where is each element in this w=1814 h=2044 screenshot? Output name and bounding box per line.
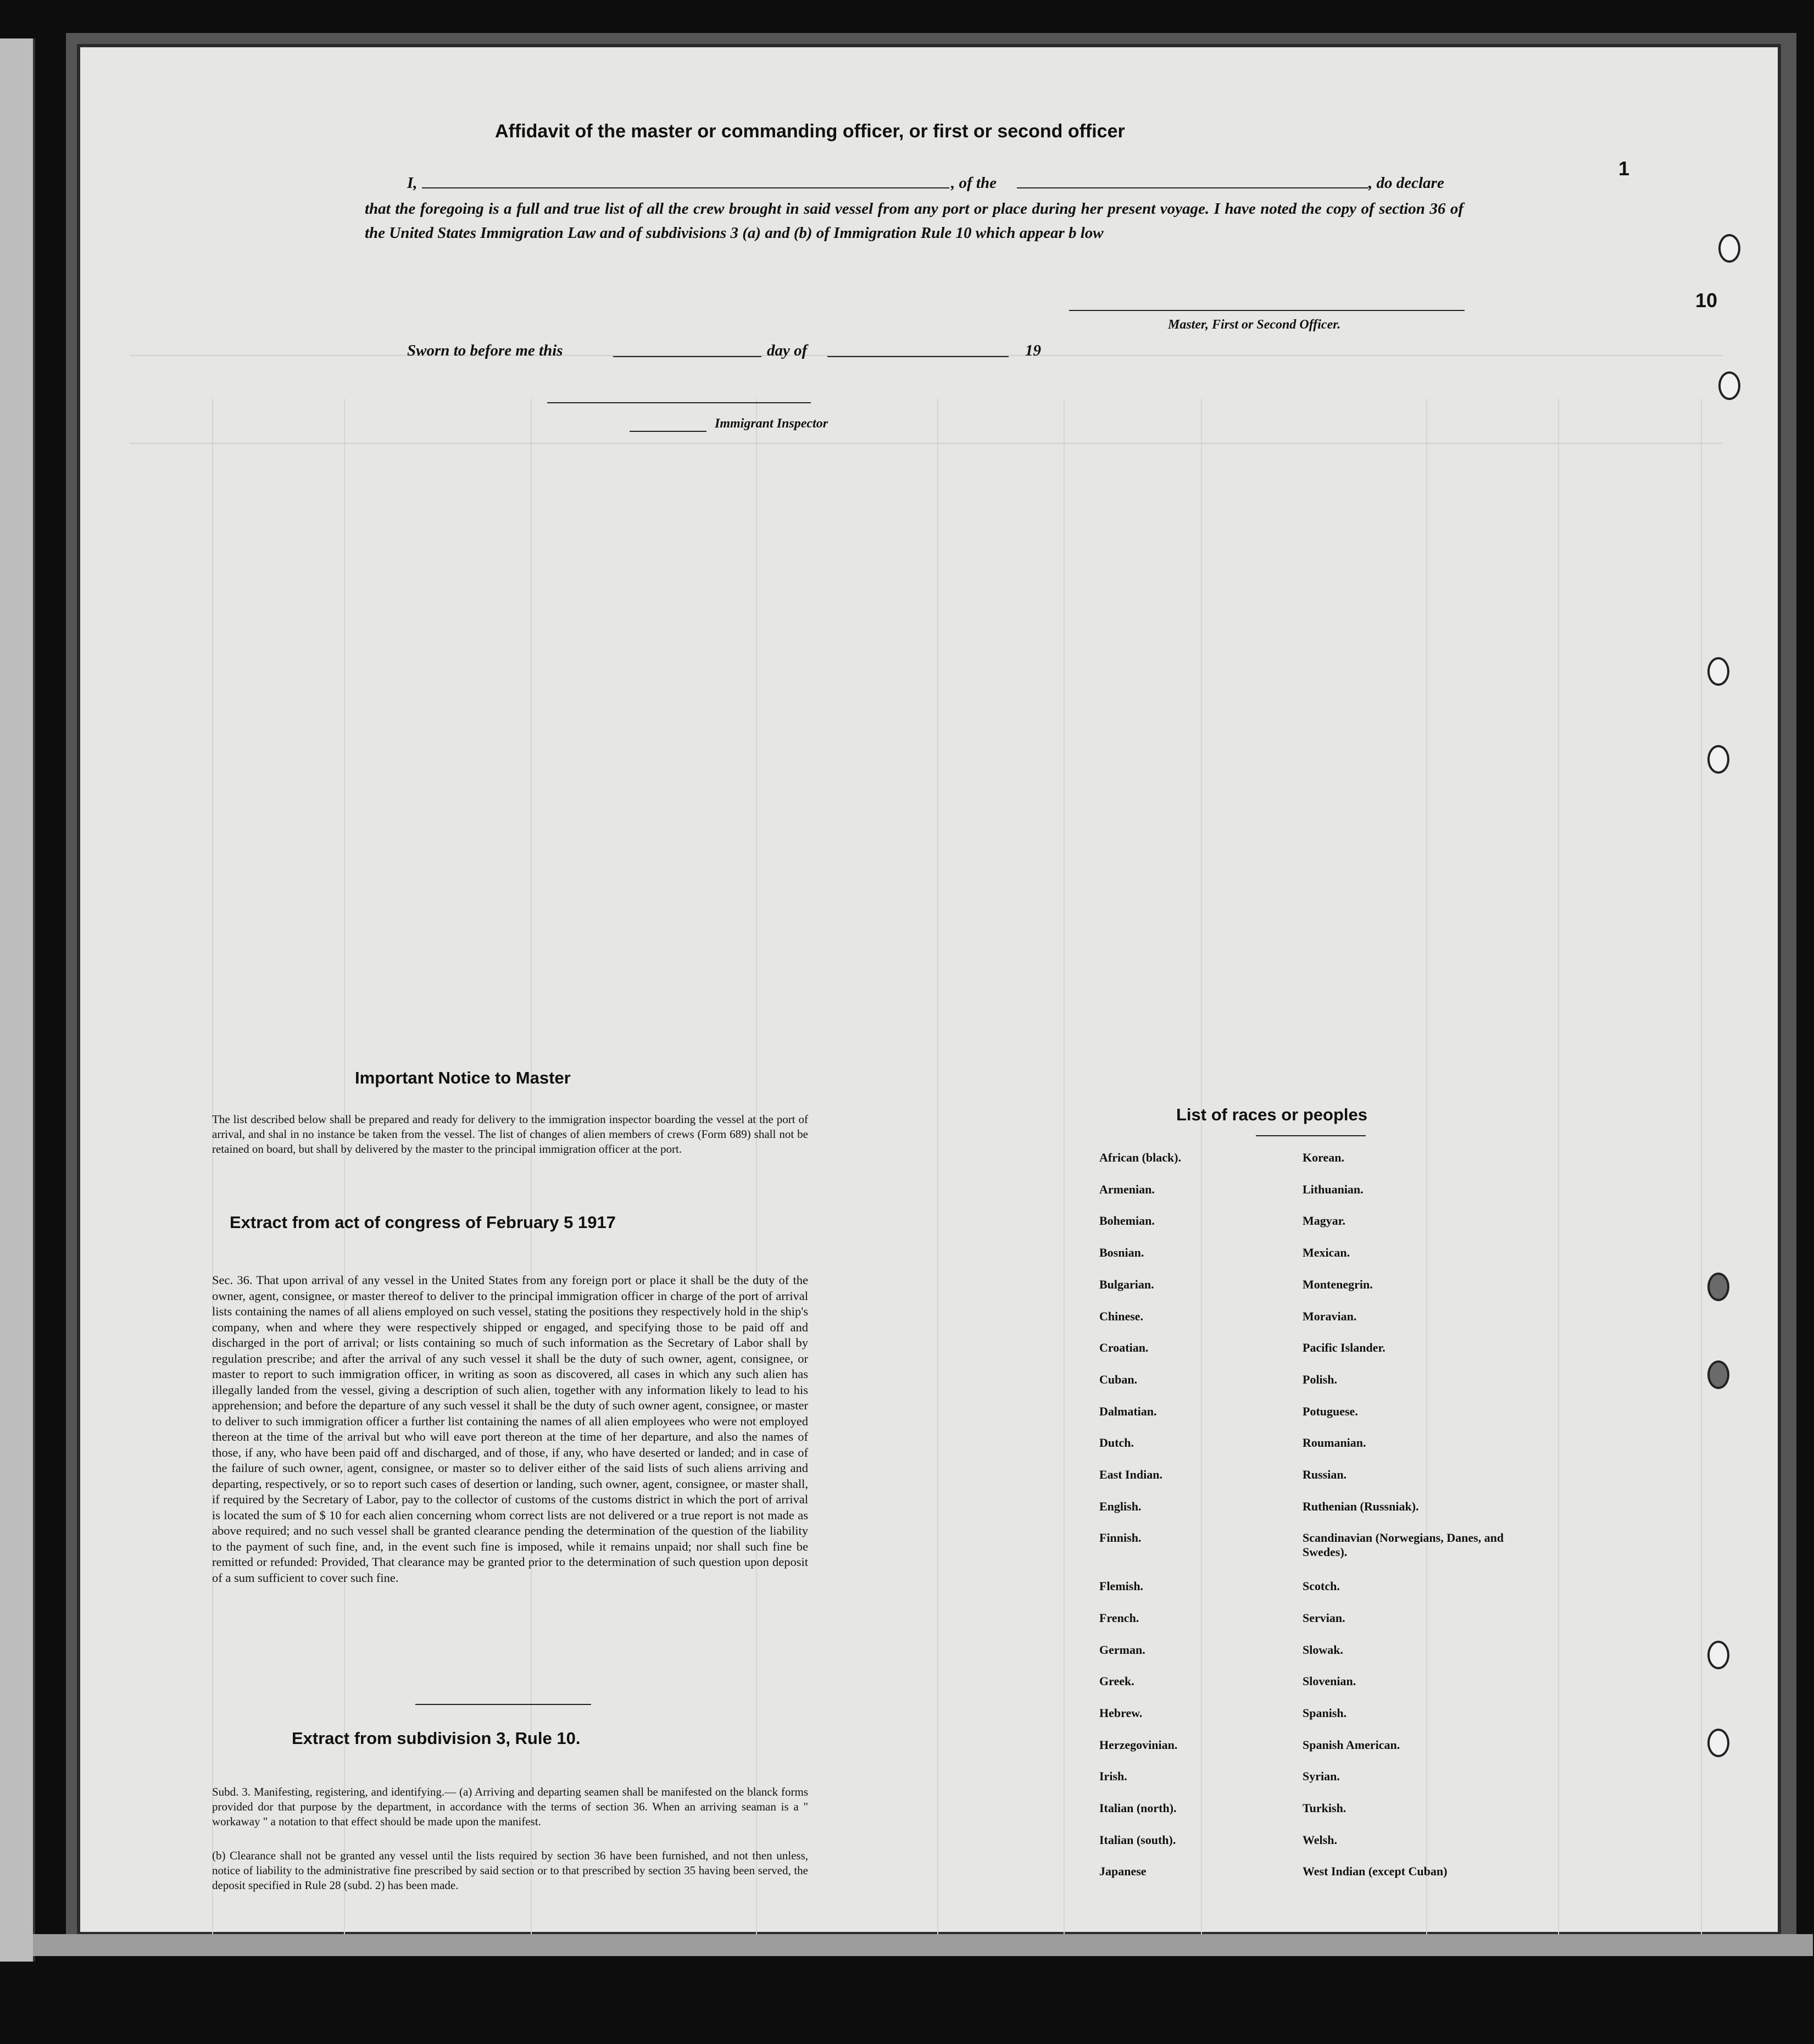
bleed-through-rule	[937, 399, 938, 1937]
race-item: Greek.	[1099, 1674, 1134, 1688]
race-item: Montenegrin.	[1303, 1277, 1373, 1291]
notice-title: Important Notice to Master	[355, 1068, 571, 1087]
race-item: Irish.	[1099, 1769, 1127, 1784]
race-item: Polish.	[1303, 1372, 1337, 1386]
affidavit-i-label: I,	[407, 174, 418, 192]
binder-hole	[1707, 1273, 1729, 1301]
affidavit-title: Affidavit of the master or commanding officer, or first or second officer	[495, 121, 1125, 142]
affidavit-text: that the foregoing is a full and true list of all the crew brought in said vessel from any port or place during her present voyage. I have noted the copy of section 36 of the United States Immigration Law and of subdivisions 3 (a) and (b) of Immigration Rule 10 which appear b low	[365, 200, 1464, 242]
race-item: Croatian.	[1099, 1341, 1149, 1355]
binder-hole	[1707, 1729, 1729, 1757]
race-item: African (black).	[1099, 1151, 1182, 1164]
affidavit-declare-label: , do declare	[1368, 174, 1444, 192]
race-item: Russian.	[1303, 1468, 1347, 1481]
race-item: Ruthenian (Russniak).	[1303, 1499, 1419, 1513]
inspector-rule	[630, 431, 706, 432]
race-item: Flemish.	[1099, 1579, 1144, 1593]
vessel-name-blank[interactable]	[1017, 187, 1368, 188]
race-item: Servian.	[1303, 1610, 1345, 1625]
race-item: Pacific Islander.	[1303, 1341, 1385, 1355]
race-item: Finnish.	[1099, 1531, 1142, 1545]
race-item: Spanish American.	[1303, 1737, 1400, 1752]
race-item: Welsh.	[1303, 1832, 1337, 1847]
race-item: Bulgarian.	[1099, 1277, 1154, 1291]
race-item: Korean.	[1303, 1151, 1344, 1164]
race-item: Potuguese.	[1303, 1404, 1358, 1418]
binder-hole	[1707, 745, 1729, 774]
sworn-day-blank[interactable]	[613, 356, 761, 357]
race-item: Chinese.	[1099, 1309, 1144, 1323]
race-item: Slovenian.	[1303, 1674, 1356, 1688]
bleed-through-rule	[1426, 399, 1427, 1937]
races-title-underline	[1256, 1135, 1366, 1136]
race-item: Lithuanian.	[1303, 1182, 1364, 1196]
bleed-through-rule	[130, 443, 1723, 444]
race-item: Scotch.	[1303, 1579, 1340, 1593]
race-item: Bosnian.	[1099, 1246, 1144, 1260]
manifest-page	[77, 44, 1781, 1935]
extract-rule-text-a: Subd. 3. Manifesting, registering, and identifying.— (a) Arriving and departing seamen shall be manifested on the blanck forms provided dor that purpose by the department, in accordance with the terms of section 36. When an arriving seaman is a " workaway " a notation to that effect should be made upon the manifest.	[212, 1785, 808, 1828]
race-item: Italian (north).	[1099, 1801, 1177, 1815]
race-item: French.	[1099, 1610, 1139, 1625]
bleed-through-rule	[1701, 399, 1702, 1937]
bleed-through-rule	[344, 399, 345, 1937]
binder-hole	[1718, 234, 1740, 263]
affidavit-of-the-label: , of the	[951, 174, 997, 192]
race-item: Dalmatian.	[1099, 1404, 1157, 1418]
section-divider	[415, 1704, 591, 1705]
extract-act-title: Extract from act of congress of February 5 1917	[230, 1213, 616, 1232]
binder-hole	[1707, 1641, 1729, 1669]
race-item: Mexican.	[1303, 1246, 1350, 1260]
race-item: Italian (south).	[1099, 1832, 1176, 1847]
race-item: Roumanian.	[1303, 1436, 1366, 1450]
binder-hole	[1707, 657, 1729, 686]
master-signature-blank[interactable]	[1069, 310, 1465, 311]
race-item: German.	[1099, 1642, 1145, 1657]
bleed-through-rule	[531, 399, 532, 1937]
inspector-signature-blank[interactable]	[547, 402, 811, 403]
adjacent-page-edge	[0, 38, 35, 1962]
race-item: Slowak.	[1303, 1642, 1343, 1657]
sworn-year-label: 19	[1025, 342, 1041, 359]
binder-hole	[1707, 1360, 1729, 1389]
sworn-label: Sworn to before me this	[407, 342, 563, 359]
race-item: Moravian.	[1303, 1309, 1357, 1323]
race-item: Hebrew.	[1099, 1706, 1143, 1720]
side-number: 10	[1695, 289, 1718, 312]
race-item: Cuban.	[1099, 1372, 1138, 1386]
bleed-through-rule	[1064, 399, 1065, 1937]
race-item: Spanish.	[1303, 1706, 1347, 1720]
sworn-month-blank[interactable]	[827, 356, 1009, 357]
race-item: Armenian.	[1099, 1182, 1155, 1196]
extract-rule-title: Extract from subdivision 3, Rule 10.	[292, 1729, 581, 1748]
bleed-through-rule	[756, 399, 757, 1937]
notice-text: The list described below shall be prepared and ready for delivery to the immigration inspector boarding the vessel at the port of arrival, and shal in no instance be taken from the vessel. The list of changes of alien members of crews (Form 689) shall not be retained on board, but shall by delivered by the master to the principal immigration officer at the port.	[212, 1113, 808, 1156]
inspector-label: Immigrant Inspector	[715, 416, 828, 431]
race-item: English.	[1099, 1499, 1142, 1513]
bleed-through-rule	[1201, 399, 1202, 1937]
race-item: Bohemian.	[1099, 1214, 1155, 1228]
extract-rule-text-b: (b) Clearance shall not be granted any vessel until the lists required by section 36 have been furnished, and not then unless, notice of liability to the administrative fine prescribed by said section or to that prescribed by section 35 having been served, the deposit specified in Rule 28 (subd. 2) has been made.	[212, 1849, 808, 1892]
bleed-through-rule	[1558, 399, 1559, 1937]
binder-hole	[1718, 371, 1740, 400]
extract-act-text: Sec. 36. That upon arrival of any vessel in the United States from any foreign port or place it shall be the duty of the owner, agent, consignee, or master thereof to deliver to the principal immigration officer in charge of the port of arrival lists containing the names of all aliens employed on such vessel, stating the positions they respectively hold in the ship's company, when and where they were respectively shipped or engaged, and specifying those to be paid off and discharged in the port of arrival; or lists containing so much of such information as the Secretary of Labor shall by regulation prescribe; and after the arrival of any such vessel it shall be the duty of such owner, agent, consignee, or master to report to such immigration officer, in writing as soon as discovered, all cases in which any such alien has illegally landed from the vessel, giving a description of such alien, together with any information likely to lead to his apprehension; and before the departure of any such vessel it shall be the duty of such owner agent, consignee, or master to deliver to such immigration officer a further list containing the names of all alien employees who were not employed thereon at the time of the arrival but who will eave port thereon at the time of her departure, and also the names of those, if any, who have been paid off and discharged, and of those, if any, who have deserted or landed; and in case of the failure of such owner, agent, consignee, or master so to deliver either of the said lists of such aliens arriving and departing, respectively, or so to report such cases of desertion or landing, such owner, agent, consignee, or master shall, if required by the Secretary of Labor, pay to the collector of customs of the customs district in which the port of arrival is located the sum of $ 10 for each alien concerning whom correct lists are not delivered or a true report is not made as above required; and no such vessel shall be granted clearance pending the determination of the question of the liability to the payment of such fine, and, in the event such fine is imposed, while it remains unpaid; nor shall such fine be remitted or refunded: Provided, That clearance may be granted prior to the determination of such question upon deposit of a sum sufficient to cover such fine.	[212, 1273, 808, 1585]
master-signature-label: Master, First or Second Officer.	[1168, 318, 1341, 332]
race-item: West Indian (except Cuban)	[1303, 1864, 1448, 1879]
race-item: East Indian.	[1099, 1468, 1162, 1481]
master-name-blank[interactable]	[422, 187, 949, 188]
bleed-through-rule	[212, 399, 213, 1937]
race-item: Scandinavian (Norwegians, Danes, and Swedes).	[1303, 1531, 1504, 1559]
race-item: Dutch.	[1099, 1436, 1134, 1450]
margin-mark: 1	[1618, 157, 1630, 180]
race-item: Japanese	[1099, 1864, 1147, 1879]
race-item: Turkish.	[1303, 1801, 1346, 1815]
scanner-edge	[33, 1934, 1813, 1956]
race-item: Syrian.	[1303, 1769, 1340, 1784]
sworn-day-label: day of	[767, 342, 808, 359]
race-item: Magyar.	[1303, 1214, 1346, 1228]
race-item: Herzegovinian.	[1099, 1737, 1178, 1752]
races-title: List of races or peoples	[1176, 1105, 1367, 1124]
